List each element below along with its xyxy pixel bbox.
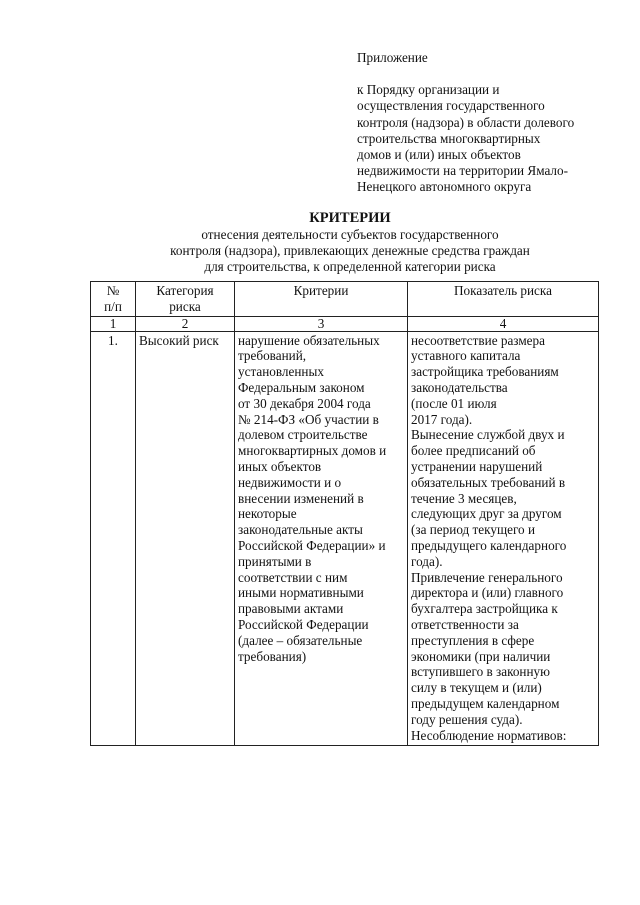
text-line: Российской Федерации [238,616,369,632]
table-row [91,331,599,746]
text-line: 2017 года). [411,411,473,427]
text-line: правовыми актами [238,601,344,617]
text-line: ответственности за [411,616,519,632]
row-indicator [408,331,599,746]
text-line: предыдущего календарного [411,537,567,553]
text-line: несоответствие размера [411,332,545,348]
text-line: требований, [238,348,307,364]
text-line: (далее – обязательные [238,632,363,648]
row-criteria [235,331,408,746]
text-line: Привлечение генерального [411,569,563,585]
text-line: домов и (или) иных объектов [357,147,521,163]
text-line: от 30 декабря 2004 года [238,395,371,411]
text-line: контроля (надзора) в области долевого [357,114,575,130]
text-line: требования) [238,648,307,664]
header-category [136,282,235,317]
text-line: некоторые [238,506,297,522]
text-line: иными нормативными [238,585,364,601]
text-line: законодательные акты [238,522,363,538]
text-line: году решения суда). [411,711,523,727]
row-number: 1. [91,331,136,746]
text-line: устранении нарушений [411,458,543,474]
text-line: уставного капитала [411,348,521,364]
text-line: контроля (надзора), привлекающих денежные средства граждан [170,243,530,259]
header-number [91,282,136,317]
text-line: Критерии [293,283,349,298]
text-line: нарушение обязательных [238,332,380,348]
text-line: недвижимости на территории Ямало- [357,163,568,179]
table-header-row [91,282,599,317]
text-line: № 214-ФЗ «Об участии в [238,411,379,427]
text-line: отнесения деятельности субъектов государственного [201,227,499,242]
text-line: более предписаний об [411,443,536,459]
text-line: строительства многоквартирных [357,130,541,146]
text-line: экономики (при наличии [411,648,551,664]
text-line: обязательных требований в [411,474,566,490]
column-number: 2 [136,316,235,331]
text-line: № [106,283,120,298]
text-line: к Порядку организации и [357,82,500,98]
column-number: 1 [91,316,136,331]
text-line: застройщика требованиям [411,364,559,380]
header-criteria [235,282,408,317]
text-line: следующих друг за другом [411,506,562,522]
text-line: течение 3 месяцев, [411,490,517,506]
title-subtitle [100,227,600,276]
title-main: КРИТЕРИИ [309,210,391,226]
row-category: Высокий риск [136,331,235,746]
text-line: Федеральным законом [238,379,365,395]
text-line: директора и (или) главного [411,585,564,601]
text-line: Ненецкого автономного округа [357,179,532,195]
text-line: осуществления государственного [357,98,545,114]
text-line: соответствии с ним [238,569,348,585]
text-line: бухгалтера застройщика к [411,601,558,617]
header-indicator [408,282,599,317]
text-line: для строительства, к определенной категории риска [204,259,496,275]
text-line: многоквартирных домов и [238,443,387,459]
text-line: риска [169,298,201,314]
text-line: (за период текущего и [411,522,535,538]
risk-criteria-table [90,281,599,746]
text-line: преступления в сфере [411,632,535,648]
text-line: принятыми в [238,553,312,569]
document-title [100,210,600,276]
text-line: года). [411,553,443,569]
text-line: Показатель риска [454,283,552,298]
text-line: законодательства [411,379,508,395]
text-line: п/п [104,298,122,314]
appendix-text [357,82,627,195]
text-line: Несоблюдение нормативов: [411,727,567,743]
text-line: долевом строительстве [238,427,368,443]
text-line: внесении изменений в [238,490,364,506]
text-line: иных объектов [238,458,322,474]
text-line: (после 01 июля [411,395,497,411]
text-line: силу в текущем и (или) [411,680,542,696]
text-line: Категория [156,283,214,298]
text-line: Вынесение службой двух и [411,427,565,443]
column-number: 4 [408,316,599,331]
text-line: установленных [238,364,324,380]
text-line: вступившего в законную [411,664,550,680]
appendix-heading: Приложение [357,50,428,65]
text-line: Российской Федерации» и [238,537,386,553]
column-number-row [91,316,599,331]
column-number: 3 [235,316,408,331]
appendix-block [357,50,627,196]
text-line: предыдущем календарном [411,695,560,711]
text-line: недвижимости и о [238,474,342,490]
